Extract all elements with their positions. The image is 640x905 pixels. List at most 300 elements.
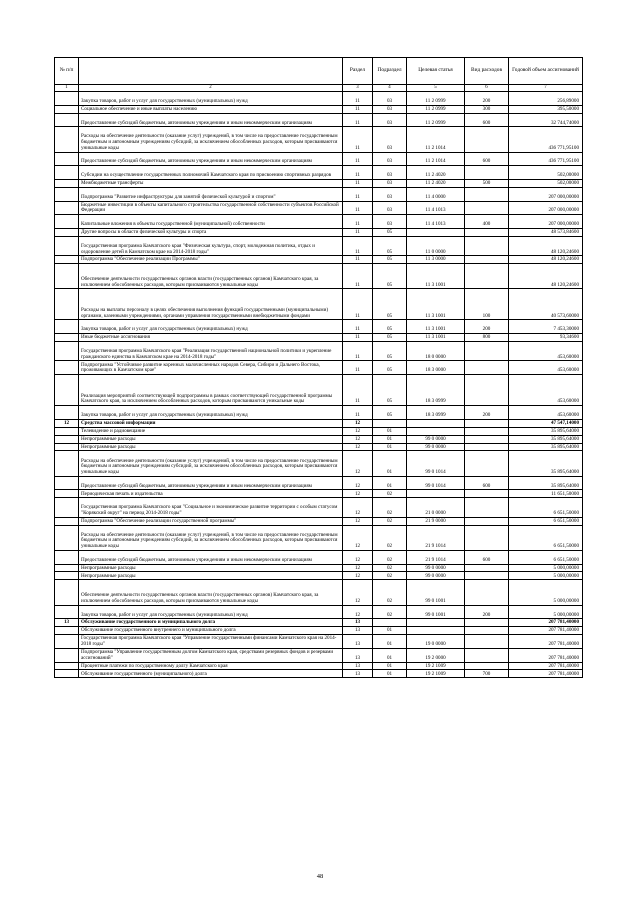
cell-c7: 207 781,40000 — [509, 662, 583, 670]
cell-c7: 32 744,74000 — [509, 113, 583, 127]
header-cell: Раздел — [343, 58, 373, 85]
cell-c5 — [407, 490, 465, 498]
table-row — [55, 179, 583, 187]
cell-c3: 12 — [343, 419, 373, 427]
cell-c6 — [465, 187, 509, 201]
cell-c5: 19 0 0000 — [407, 635, 465, 649]
cell-c3: 11 — [343, 320, 373, 334]
cell-c7: 6 651,50000 — [509, 550, 583, 564]
cell-c2: Расходы на обеспечение деятельности (оказание услуг) учреждений, в том числе на предоставление государственным бюджетным и автономным учреждениям субсидий, за исключением обособленных расходов, которым присваиваются уникальные коды — [79, 127, 343, 152]
header-cell: Целевая статья — [407, 58, 465, 85]
cell-c7: 48 573,84600 — [509, 228, 583, 236]
cell-c4: 01 — [373, 662, 407, 670]
cell-c2: Процентные платежи по государственному долгу Камчатского края — [79, 662, 343, 670]
cell-c5: 99 0 0000 — [407, 443, 465, 451]
cell-c4: 03 — [373, 92, 407, 106]
cell-c7: 502,00000 — [509, 166, 583, 180]
header-cell: Годовой объем ассигнований — [509, 58, 583, 85]
cell-c7: 256,89000 — [509, 92, 583, 106]
cell-c4: 05 — [373, 375, 407, 406]
cell-c1 — [55, 361, 79, 375]
cell-c3: 11 — [343, 179, 373, 187]
cell-c4: 05 — [373, 289, 407, 320]
cell-c5: 11 0 0000 — [407, 236, 465, 255]
table-row — [55, 236, 583, 255]
cell-c7: 5 000,00000 — [509, 564, 583, 572]
cell-c7: 5 000,00000 — [509, 572, 583, 580]
cell-c6 — [465, 490, 509, 498]
cell-c4: 03 — [373, 152, 407, 166]
cell-c4: 03 — [373, 201, 407, 215]
column-number: 6 — [465, 85, 509, 92]
cell-c5: 11 2 0999 — [407, 105, 465, 113]
cell-c1 — [55, 179, 79, 187]
cell-c2: Предоставление субсидий бюджетным, автономным учреждениям и иным некоммерческим организациям — [79, 152, 343, 166]
table-row — [55, 375, 583, 406]
table-row — [55, 341, 583, 360]
cell-c3: 11 — [343, 113, 373, 127]
cell-c3: 13 — [343, 670, 373, 678]
cell-c5: 18 3 0999 — [407, 375, 465, 406]
cell-c6 — [465, 572, 509, 580]
header-cell: Вид расходов — [465, 58, 509, 85]
cell-c6 — [465, 435, 509, 443]
cell-c4: 05 — [373, 341, 407, 360]
cell-c3: 11 — [343, 127, 373, 152]
cell-c7: 48 120,24600 — [509, 264, 583, 289]
cell-c5: 21 9 1014 — [407, 525, 465, 550]
cell-c1 — [55, 550, 79, 564]
cell-c2: Субсидии на осуществление государственных полномочий Камчатского края по присвоению спортивных разрядов — [79, 166, 343, 180]
cell-c3: 11 — [343, 92, 373, 106]
cell-c7: 35 895,64000 — [509, 443, 583, 451]
cell-c2: Реализация мероприятий соответствующей подпрограммы в рамках соответствующей государственной программы Камчатского края, за исключением обособленных расходов, которым присваиваются уникальные коды — [79, 375, 343, 406]
cell-c2: Телевидение и радиовещание — [79, 427, 343, 435]
table-row — [55, 92, 583, 106]
cell-c6: 600 — [465, 152, 509, 166]
cell-c1 — [55, 236, 79, 255]
cell-c3: 12 — [343, 580, 373, 605]
table-row — [55, 427, 583, 435]
cell-c5 — [407, 627, 465, 635]
cell-c6 — [465, 525, 509, 550]
cell-c4: 05 — [373, 264, 407, 289]
cell-c7: 48 120,24600 — [509, 256, 583, 264]
table-row — [55, 320, 583, 334]
cell-c5 — [407, 427, 465, 435]
cell-c3: 11 — [343, 166, 373, 180]
column-number-row — [55, 85, 583, 92]
cell-c3: 12 — [343, 451, 373, 476]
cell-c6: 800 — [465, 334, 509, 342]
table-row — [55, 419, 583, 427]
cell-c1 — [55, 662, 79, 670]
cell-c4: 03 — [373, 179, 407, 187]
table-row — [55, 443, 583, 451]
header-cell — [79, 58, 343, 85]
cell-c3: 12 — [343, 605, 373, 619]
table-row — [55, 256, 583, 264]
cell-c1 — [55, 228, 79, 236]
cell-c5: 11 2 4020 — [407, 166, 465, 180]
cell-c5 — [407, 619, 465, 627]
cell-c1 — [55, 341, 79, 360]
cell-c1: 12 — [55, 419, 79, 427]
table-row — [55, 648, 583, 662]
cell-c5: 19 2 0000 — [407, 648, 465, 662]
cell-c4: 03 — [373, 215, 407, 229]
cell-c3: 11 — [343, 228, 373, 236]
cell-c2: Обеспечение деятельности государственных органов власти (государственных органов) Камчатского края, за исключением обособленных расходов, которым присваиваются уникальные коды — [79, 264, 343, 289]
cell-c7: 207 000,00000 — [509, 201, 583, 215]
cell-c3: 12 — [343, 443, 373, 451]
cell-c3: 13 — [343, 635, 373, 649]
cell-c6: 600 — [465, 550, 509, 564]
cell-c1 — [55, 256, 79, 264]
cell-c5: 18 3 0999 — [407, 406, 465, 420]
header-cell: № п/п — [55, 58, 79, 85]
cell-c3: 11 — [343, 105, 373, 113]
cell-c1 — [55, 648, 79, 662]
table-row — [55, 476, 583, 490]
table-row — [55, 201, 583, 215]
cell-c2: Закупка товаров, работ и услуг для государственных (муниципальных) нужд — [79, 92, 343, 106]
cell-c1 — [55, 451, 79, 476]
table-row — [55, 572, 583, 580]
cell-c3: 11 — [343, 375, 373, 406]
cell-c5: 18 3 0000 — [407, 361, 465, 375]
cell-c5: 99 0 1001 — [407, 580, 465, 605]
cell-c2: Иные бюджетные ассигнования — [79, 334, 343, 342]
cell-c7: 47 547,14000 — [509, 419, 583, 427]
cell-c2: Капитальные вложения в объекты государственной (муниципальной) собственности — [79, 215, 343, 229]
cell-c2: Предоставление субсидий бюджетным, автономным учреждениям и иным некоммерческим организациям — [79, 113, 343, 127]
cell-c4: 05 — [373, 236, 407, 255]
cell-c5: 11 2 1014 — [407, 152, 465, 166]
table-row — [55, 451, 583, 476]
cell-c1 — [55, 517, 79, 525]
cell-c1 — [55, 264, 79, 289]
cell-c1 — [55, 490, 79, 498]
cell-c6: 600 — [465, 476, 509, 490]
cell-c6 — [465, 419, 509, 427]
table-row — [55, 228, 583, 236]
cell-c1: 13 — [55, 619, 79, 627]
column-number: 2 — [79, 85, 343, 92]
cell-c2: Периодическая печать и издательства — [79, 490, 343, 498]
cell-c6 — [465, 443, 509, 451]
cell-c1 — [55, 670, 79, 678]
cell-c6 — [465, 517, 509, 525]
cell-c6 — [465, 201, 509, 215]
cell-c4: 01 — [373, 443, 407, 451]
cell-c3: 13 — [343, 619, 373, 627]
cell-c6: 400 — [465, 215, 509, 229]
cell-c7: 6 651,50000 — [509, 525, 583, 550]
cell-c7: 35 895,64000 — [509, 451, 583, 476]
table-row — [55, 113, 583, 127]
cell-c1 — [55, 334, 79, 342]
cell-c4: 05 — [373, 256, 407, 264]
table-row — [55, 361, 583, 375]
cell-c5: 18 0 0000 — [407, 341, 465, 360]
cell-c7: 40 573,60000 — [509, 289, 583, 320]
cell-c6 — [465, 662, 509, 670]
cell-c3: 11 — [343, 341, 373, 360]
column-number: 3 — [343, 85, 373, 92]
cell-c4: 02 — [373, 490, 407, 498]
cell-c7: 48 120,24600 — [509, 236, 583, 255]
cell-c7: 436 771,95100 — [509, 152, 583, 166]
cell-c3: 12 — [343, 476, 373, 490]
cell-c4: 05 — [373, 406, 407, 420]
cell-c7: 7 453,30000 — [509, 320, 583, 334]
table-row — [55, 166, 583, 180]
cell-c7: 5 000,00000 — [509, 580, 583, 605]
cell-c6 — [465, 564, 509, 572]
cell-c5: 99 0 0000 — [407, 572, 465, 580]
cell-c2: Обслуживание государственного внутреннего и муниципального долга — [79, 627, 343, 635]
cell-c1 — [55, 92, 79, 106]
cell-c1 — [55, 580, 79, 605]
header-row — [55, 58, 583, 85]
cell-c3: 12 — [343, 498, 373, 517]
cell-c4: 02 — [373, 517, 407, 525]
cell-c2: Расходы на выплаты персоналу в целях обеспечения выполнения функций государственными (муниципальными) органами, казенными учреждениями, органами управления государственными внебюджетными фондами — [79, 289, 343, 320]
cell-c2: Средства массовой информации — [79, 419, 343, 427]
cell-c7: 453,60000 — [509, 375, 583, 406]
cell-c7: 207 781,40000 — [509, 670, 583, 678]
cell-c6 — [465, 375, 509, 406]
cell-c4: 02 — [373, 525, 407, 550]
cell-c5: 99 0 0000 — [407, 564, 465, 572]
cell-c3: 11 — [343, 187, 373, 201]
cell-c6: 700 — [465, 670, 509, 678]
cell-c2: Непрограммные расходы — [79, 572, 343, 580]
cell-c6 — [465, 341, 509, 360]
cell-c2: Бюджетные инвестиции в объекты капитального строительства государственной собственности субъектов Российской Федерации — [79, 201, 343, 215]
page-number: 48 — [316, 873, 324, 880]
cell-c7: 395,50000 — [509, 105, 583, 113]
cell-c2: Предоставление субсидий бюджетным, автономным учреждениям и иным некоммерческим организациям — [79, 476, 343, 490]
cell-c7: 207 000,00000 — [509, 187, 583, 201]
cell-c1 — [55, 166, 79, 180]
cell-c3: 11 — [343, 264, 373, 289]
cell-c2: Непрограммные расходы — [79, 443, 343, 451]
cell-c3: 11 — [343, 406, 373, 420]
cell-c6 — [465, 127, 509, 152]
table-row — [55, 627, 583, 635]
cell-c5: 11 2 0999 — [407, 92, 465, 106]
cell-c4 — [373, 619, 407, 627]
cell-c7: 93,34600 — [509, 334, 583, 342]
cell-c6: 200 — [465, 320, 509, 334]
cell-c6 — [465, 166, 509, 180]
cell-c6: 200 — [465, 92, 509, 106]
cell-c2: Закупка товаров, работ и услуг для государственных (муниципальных) нужд — [79, 320, 343, 334]
table-row — [55, 406, 583, 420]
cell-c3: 11 — [343, 215, 373, 229]
header-cell: Подраздел — [373, 58, 407, 85]
table-row — [55, 670, 583, 678]
cell-c4: 02 — [373, 498, 407, 517]
cell-c5: 11 3 0000 — [407, 256, 465, 264]
cell-c6 — [465, 580, 509, 605]
cell-c6: 300 — [465, 105, 509, 113]
cell-c1 — [55, 187, 79, 201]
table-row — [55, 152, 583, 166]
cell-c2: Расходы на обеспечение деятельности (оказание услуг) учреждений, в том числе на предоставление государственным бюджетным и автономным учреждениям субсидий, за исключением обособленных расходов, которым присваиваются уникальные коды — [79, 525, 343, 550]
cell-c3: 11 — [343, 256, 373, 264]
column-number: 4 — [373, 85, 407, 92]
cell-c3: 12 — [343, 564, 373, 572]
cell-c2: Подпрограмма "Развитие инфраструктуры для занятий физической культурой и спортом" — [79, 187, 343, 201]
cell-c4: 05 — [373, 228, 407, 236]
cell-c2: Обслуживание государственного (муниципального) долга — [79, 670, 343, 678]
table-row — [55, 550, 583, 564]
cell-c7: 207 781,40000 — [509, 619, 583, 627]
cell-c2: Расходы на обеспечение деятельности (оказание услуг) учреждений, в том числе на предоставление государственным бюджетным и автономным учреждениям субсидий, за исключением обособленных расходов, которым присваиваются уникальные коды — [79, 451, 343, 476]
cell-c3: 11 — [343, 361, 373, 375]
cell-c1 — [55, 427, 79, 435]
cell-c7: 35 895,64000 — [509, 435, 583, 443]
cell-c2: Подпрограмма "Управление государственным долгом Камчатского края, средствами резервных фондов и резервами ассигнований" — [79, 648, 343, 662]
cell-c5: 11 2 0999 — [407, 113, 465, 127]
table-row — [55, 264, 583, 289]
cell-c4: 01 — [373, 627, 407, 635]
cell-c3: 12 — [343, 490, 373, 498]
cell-c6: 500 — [465, 179, 509, 187]
cell-c1 — [55, 127, 79, 152]
cell-c2: Государственная программа Камчатского края "Социальное и экономическое развитие территории с особым статусом "Корякский округ" на период 2014-2018 годы" — [79, 498, 343, 517]
cell-c5: 19 2 1009 — [407, 662, 465, 670]
cell-c5: 11 3 1001 — [407, 289, 465, 320]
cell-c4: 01 — [373, 635, 407, 649]
cell-c7: 502,00000 — [509, 179, 583, 187]
table-row — [55, 187, 583, 201]
cell-c7: 35 895,64000 — [509, 476, 583, 490]
table-row — [55, 635, 583, 649]
cell-c7: 207 781,40000 — [509, 627, 583, 635]
cell-c2: Социальное обеспечение и иные выплаты населению — [79, 105, 343, 113]
cell-c2: Государственная программа Камчатского края "Физическая культура, спорт, молодежная политика, отдых и оздоровление детей в Камчатском крае на 2014-2018 годы" — [79, 236, 343, 255]
cell-c6 — [465, 256, 509, 264]
cell-c6 — [465, 498, 509, 517]
budget-table — [54, 57, 583, 678]
cell-c4: 02 — [373, 564, 407, 572]
cell-c6: 200 — [465, 605, 509, 619]
cell-c4: 02 — [373, 572, 407, 580]
cell-c5: 99 0 0000 — [407, 435, 465, 443]
cell-c7: 35 895,64000 — [509, 427, 583, 435]
cell-c5: 99 0 1014 — [407, 476, 465, 490]
cell-c7: 5 000,00000 — [509, 605, 583, 619]
table-row — [55, 564, 583, 572]
cell-c4: 03 — [373, 166, 407, 180]
cell-c1 — [55, 320, 79, 334]
cell-c5: 21 9 0000 — [407, 517, 465, 525]
cell-c3: 11 — [343, 289, 373, 320]
cell-c5 — [407, 228, 465, 236]
table-row — [55, 605, 583, 619]
cell-c7: 207 000,00000 — [509, 215, 583, 229]
cell-c3: 11 — [343, 236, 373, 255]
cell-c1 — [55, 564, 79, 572]
cell-c3: 12 — [343, 435, 373, 443]
cell-c2: Государственная программа Камчатского края "Реализация государственной национальной политики и укрепление гражданского единства в Камчатском крае на 2014-2018 годы" — [79, 341, 343, 360]
cell-c3: 12 — [343, 517, 373, 525]
cell-c4: 05 — [373, 361, 407, 375]
cell-c3: 13 — [343, 662, 373, 670]
cell-c3: 13 — [343, 627, 373, 635]
column-number: 1 — [55, 85, 79, 92]
cell-c3: 13 — [343, 648, 373, 662]
table-row — [55, 490, 583, 498]
cell-c1 — [55, 105, 79, 113]
cell-c3: 11 — [343, 201, 373, 215]
cell-c5: 11 3 1001 — [407, 320, 465, 334]
table-row — [55, 662, 583, 670]
table-row — [55, 215, 583, 229]
cell-c6 — [465, 427, 509, 435]
table-row — [55, 127, 583, 152]
cell-c1 — [55, 498, 79, 517]
table-row — [55, 289, 583, 320]
cell-c2: Государственная программа Камчатского края "Управление государственными финансами Камчатского края на 2014-2018 годы" — [79, 635, 343, 649]
cell-c4: 05 — [373, 334, 407, 342]
cell-c6: 600 — [465, 113, 509, 127]
cell-c7: 207 781,40000 — [509, 635, 583, 649]
cell-c4 — [373, 419, 407, 427]
cell-c6 — [465, 635, 509, 649]
column-number: 5 — [407, 85, 465, 92]
cell-c1 — [55, 406, 79, 420]
cell-c5: 11 3 1001 — [407, 264, 465, 289]
cell-c7: 453,60000 — [509, 406, 583, 420]
cell-c4: 01 — [373, 435, 407, 443]
cell-c4: 01 — [373, 476, 407, 490]
cell-c4: 02 — [373, 550, 407, 564]
cell-c4: 03 — [373, 105, 407, 113]
cell-c1 — [55, 113, 79, 127]
cell-c4: 01 — [373, 427, 407, 435]
cell-c4: 03 — [373, 187, 407, 201]
cell-c4: 03 — [373, 127, 407, 152]
cell-c1 — [55, 152, 79, 166]
cell-c1 — [55, 627, 79, 635]
cell-c1 — [55, 289, 79, 320]
cell-c4: 02 — [373, 605, 407, 619]
cell-c5: 11 4 1013 — [407, 201, 465, 215]
cell-c5: 21 9 1014 — [407, 550, 465, 564]
cell-c7: 11 651,50000 — [509, 490, 583, 498]
cell-c2: Другие вопросы в области физической культуры и спорта — [79, 228, 343, 236]
cell-c1 — [55, 443, 79, 451]
cell-c5: 99 0 1001 — [407, 605, 465, 619]
cell-c3: 12 — [343, 550, 373, 564]
table-row — [55, 619, 583, 627]
cell-c5 — [407, 419, 465, 427]
cell-c5: 19 2 1009 — [407, 670, 465, 678]
cell-c3: 11 — [343, 334, 373, 342]
cell-c7: 453,60000 — [509, 341, 583, 360]
table-row — [55, 105, 583, 113]
cell-c2: Подпрограмма "Устойчивое развитие коренных малочисленных народов Севера, Сибири и Дальнего Востока, проживающих в Камчатском крае" — [79, 361, 343, 375]
cell-c1 — [55, 375, 79, 406]
cell-c5: 11 3 1001 — [407, 334, 465, 342]
cell-c1 — [55, 572, 79, 580]
cell-c7: 436 771,95100 — [509, 127, 583, 152]
